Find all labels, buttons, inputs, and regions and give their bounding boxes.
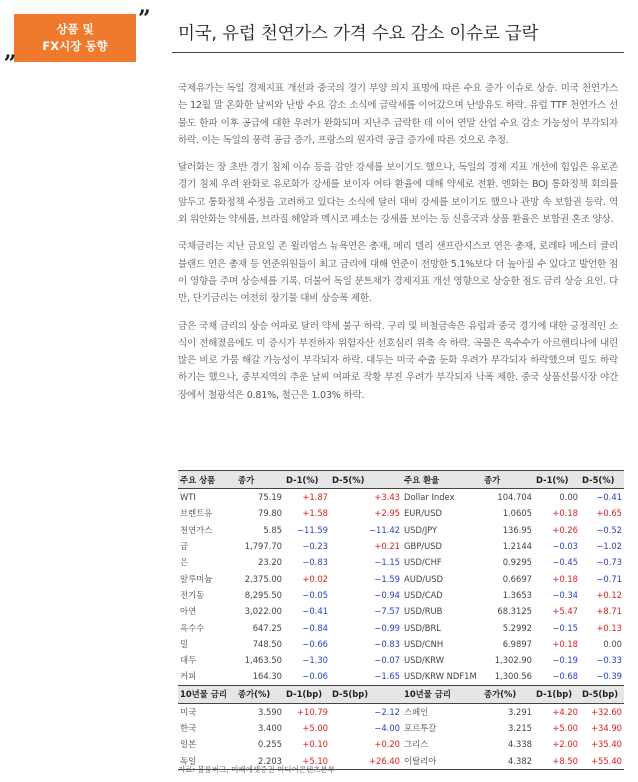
market-table [178,470,624,770]
paragraph-rates: 국채금리는 지난 금요일 존 윌리엄스 뉴욕연은 총재, 메리 델리 샌프란시스코 연은 총재, 로레타 메스터 클리블랜드 연은 총재 등 연준위원들이 최고 금리에 대해 연준이 전망한 5.1%보다 더 높아질 수 있다고 발언한 점이 영향을 주며 상승세를 기록. 더불어 독일 분트채가 경제지표 개선 영향으로 상승한 점도 금리 상승 요인. 다만, 단기금리는 여전히 장기물 대비 상승폭 제한. [178,241,618,305]
table-cell: −0.06 [302,671,328,682]
table-cell: 대두 [180,655,197,666]
table-header-cell: 종가 [484,474,501,485]
table-header-cell: D-5(%) [582,474,615,485]
table-cell: +0.18 [552,638,578,649]
table-cell: 금 [180,541,189,552]
table-cell: 0.6697 [502,573,532,584]
table-cell: 4.382 [482,752,534,769]
table-cell: +55.40 [580,752,624,769]
table-row [178,522,624,538]
table-cell: 은 [180,557,189,568]
table-cell: −0.23 [302,541,328,552]
table-cell: 3.215 [508,723,532,733]
table-cell: 6.9897 [502,638,532,649]
title-divider [172,52,624,53]
table-cell: −0.52 [596,524,622,535]
table-cell: +34.90 [591,723,622,733]
table-cell: −7.57 [374,606,400,617]
table-cell: +3.43 [374,492,400,503]
table-cell: 104.704 [497,492,532,503]
table-cell: −0.73 [596,557,622,568]
table-header-cell: 10년물 금리 [404,689,451,700]
table-cell: USD/CHF [404,557,442,568]
table-cell: 75.19 [258,492,282,503]
table-row [178,720,624,736]
table-cell: −1.30 [302,655,328,666]
table-cell: −0.07 [374,655,400,666]
table-row [178,554,624,570]
paragraph-oil: 국제유가는 독일 경제지표 개선과 중국의 경기 부양 의지 표명에 따른 수요 증가 이슈로 상승. 미국 천연가스는 12월 말 온화한 날씨와 난방 수요 감소 소식에 급락세를 이어갔으며 난방유도 하락. 유럽 TTF 천연가스 선물도 한파 이후 공급에 대한 우려가 완화되며 지난주 급락한 데 이어 연말 산업 수요 감소 가능성이 부각되자 하락. 이는 독일의 풍력 공급 증가, 프랑스의 원자력 공급 증가에 따른 것으로 추정. [178,83,618,146]
table-cell: 1.2144 [502,541,532,552]
table-cell: 이탈리아 [402,752,482,769]
table-cell: 브렌트유 [180,508,213,519]
table-row [178,636,624,652]
table-header-cell: D-5(%) [332,474,365,485]
table-cell: +0.65 [596,508,622,519]
table-cell: 1.0605 [502,508,532,519]
table-row [178,538,624,554]
table-cell: 한국 [180,723,197,733]
table-cell: 0.00 [603,638,622,649]
page-title: 미국, 유럽 천연가스 가격 수요 감소 이슈로 급락 [178,24,539,44]
table-cell: 647.25 [252,622,282,633]
table-cell: −0.41 [596,492,622,503]
table-cell: +10.79 [297,706,328,717]
table-cell: +8.50 [534,752,580,769]
paragraph-commodities: 금은 국채 금리의 상승 여파로 달러 약세 불구 하락. 구리 및 비철금속은 유럽과 중국 경기에 대한 긍정적인 소식이 전해졌음에도 미 증시가 부진하자 위험자산 선호심리 위축 속 하락. 곡물은 옥수수가 아르헨티나에 내린 많은 비로 가뭄 해갈 가능성이 부각되자 하락. 대두는 미국 수출 둔화 우려가 부각되자 하락했으며 밀도 하락하기는 했으나, 중부지역의 추운 날씨 여파로 작황 부진 우려가 부각되자 낙폭 제한. 중국 상품선물시장 야간장에서 철광석은 0.81%, 철근은 1.03% 하락. [178,320,618,401]
table-cell: −0.99 [374,622,400,633]
table-cell: 748.50 [252,638,282,649]
table-cell: 일본 [180,739,197,750]
table-cell: 0.9295 [502,557,532,568]
table-cell: −0.34 [552,589,578,600]
table-cell: −4.00 [374,723,400,733]
quote-close-icon: ” [138,6,151,32]
table-cell: +0.20 [374,739,400,750]
table-cell: +5.00 [302,723,328,733]
table-cell: 아연 [180,606,197,617]
table-header-cell: 종가 [238,474,255,485]
table-cell: 1,463.50 [244,655,282,666]
table-cell: −0.94 [374,589,400,600]
table-cell: 23.20 [258,557,282,568]
table-cell: USD/KRW NDF1M [404,671,477,682]
table-cell: 천연가스 [180,524,213,535]
table-cell: +26.40 [330,752,402,769]
table-cell: 1,302.90 [494,655,532,666]
table-row [178,668,624,685]
table-header-cell: 주요 상품 [180,474,216,485]
table-cell: 2,375.00 [244,573,282,584]
table-cell: −0.05 [302,589,328,600]
table-cell: −2.12 [374,706,400,717]
table-cell: 1,300.56 [494,671,532,682]
table-cell: 포르투갈 [404,723,437,733]
table-header-cell: 10년물 금리 [180,689,227,700]
table-cell: −11.42 [369,524,400,535]
table-cell: 미국 [180,706,197,717]
table-cell: −0.83 [302,557,328,568]
table-cell: 0.255 [258,739,282,750]
table-cell: USD/CNH [404,638,444,649]
table-cell: −0.15 [552,622,578,633]
table-cell: +0.02 [302,573,328,584]
table-row [178,736,624,752]
table-cell: USD/BRL [404,622,441,633]
table-cell: 3.590 [258,706,282,717]
table-cell: 옥수수 [180,622,205,633]
table-cell: +1.87 [302,492,328,503]
table-cell: +2.95 [374,508,400,519]
table-row [178,619,624,635]
table-cell: −1.02 [596,541,622,552]
table-cell: +0.10 [302,739,328,750]
table-cell: −0.71 [596,573,622,584]
source-note: 자료: 블룸버그, 미래에셋증권 미디어콘텐츠본부 [178,765,335,774]
table-cell: 2.203 [236,752,284,769]
paragraph-fx: 달러화는 장 초반 경기 침체 이슈 등을 감안 강세를 보이기도 했으나, 독일의 경제 지표 개선에 힘입은 유로존 경기 침체 우려 완화로 유로화가 강세를 보이자 여타 환율에 대해 약세로 전환. 엔화는 BOJ 통화정책 회의를 앞두고 통화정책 수정을 고려하고 있다는 소식에 달러 대비 강세를 보이기도 했으나 관망 속 보합권 등락. 역외 위안화는 약세를, 브라질 헤알과 멕시코 페소는 강세를 보이는 등 신흥국과 상품 환율은 보합권 혼조 양상. [178,162,618,226]
table-cell: 커피 [180,671,197,682]
table-row [178,570,624,586]
badge-line-2: FX시장 동향 [42,39,108,53]
table-cell: +0.13 [596,622,622,633]
table-cell: EUR/USD [404,508,442,519]
table-cell: 8,295.50 [244,589,282,600]
table-cell: 독일 [178,752,236,769]
table-cell: −11.59 [297,524,328,535]
table-cell: +0.12 [596,589,622,600]
table-cell: −1.15 [374,557,400,568]
quote-open-icon: „ [4,38,17,64]
table-cell: USD/JPY [404,524,438,535]
table-cell: 5.85 [263,524,282,535]
table-cell: +0.18 [552,573,578,584]
table-header-cell: D-1(%) [536,474,569,485]
table-cell: −1.65 [374,671,400,682]
table-cell: +0.21 [374,541,400,552]
table-cell: 3,022.00 [244,606,282,617]
table-row [178,505,624,521]
table-cell: +2.00 [552,739,578,750]
table-cell: 68.3125 [497,606,532,617]
article-body [178,80,618,414]
table-header-cell: 종가(%) [484,689,517,700]
table-header-cell: 주요 환율 [404,474,440,485]
table-header-cell: D-1(bp) [286,689,323,700]
table-cell: −0.39 [596,671,622,682]
table-cell: GBP/USD [404,541,443,552]
table-cell: +32.60 [591,706,622,717]
table-cell: USD/KRW [404,655,444,666]
table-cell: 0.00 [559,492,578,503]
table-cell: 알루미늄 [180,573,213,584]
table-cell: +0.26 [552,524,578,535]
section-badge [14,14,136,62]
table-header-cell: D-1(%) [286,474,319,485]
table-cell: 79.80 [258,508,282,519]
table-cell: +35.40 [591,739,622,750]
table-row [178,652,624,668]
table-cell: AUD/USD [404,573,444,584]
table-cell: 164.30 [252,671,282,682]
table-cell: USD/CAD [404,589,443,600]
table-cell: +5.47 [552,606,578,617]
table-row [178,603,624,619]
table-header-bond-yields [178,685,624,703]
table-cell: 스페인 [404,706,429,717]
table-cell: −0.03 [552,541,578,552]
table-header-cell: D-1(bp) [536,689,573,700]
table-cell: 3.291 [508,706,532,717]
table-cell: 4.338 [508,739,532,750]
table-cell: 그리스 [404,739,429,750]
table-cell: 136.95 [502,524,532,535]
table-cell: −0.19 [552,655,578,666]
table-cell: Dollar Index [404,492,455,503]
table-row [178,703,624,720]
table-cell: 전기동 [180,589,205,600]
table-header-cell: 종가(%) [238,689,271,700]
table-header-cell: D-5(bp) [332,689,369,700]
table-cell: −0.45 [552,557,578,568]
table-cell: +8.71 [596,606,622,617]
table-cell: −0.84 [302,622,328,633]
table-cell: −0.68 [552,671,578,682]
table-cell: USD/RUB [404,606,443,617]
table-cell: 밀 [180,638,189,649]
table-cell: −1.59 [374,573,400,584]
table-cell: −0.41 [302,606,328,617]
table-cell: 3.400 [258,723,282,733]
table-cell: +0.18 [552,508,578,519]
table-cell: 1.3653 [502,589,532,600]
table-header-commodities-fx [178,471,624,489]
table-cell: 1,797.70 [244,541,282,552]
table-row [178,489,624,506]
table-cell: +5.10 [284,752,330,769]
badge-line-1: 상품 및 [56,22,94,36]
table-cell: −0.83 [374,638,400,649]
table-header-cell: D-5(bp) [582,689,619,700]
table-cell: 5.2992 [502,622,532,633]
table-cell: −0.33 [596,655,622,666]
table-cell: +4.20 [552,706,578,717]
table-cell: −0.66 [302,638,328,649]
table-row [178,587,624,603]
table-cell: +5.00 [552,723,578,733]
table-cell: +1.58 [302,508,328,519]
table-cell: WTI [180,492,196,503]
